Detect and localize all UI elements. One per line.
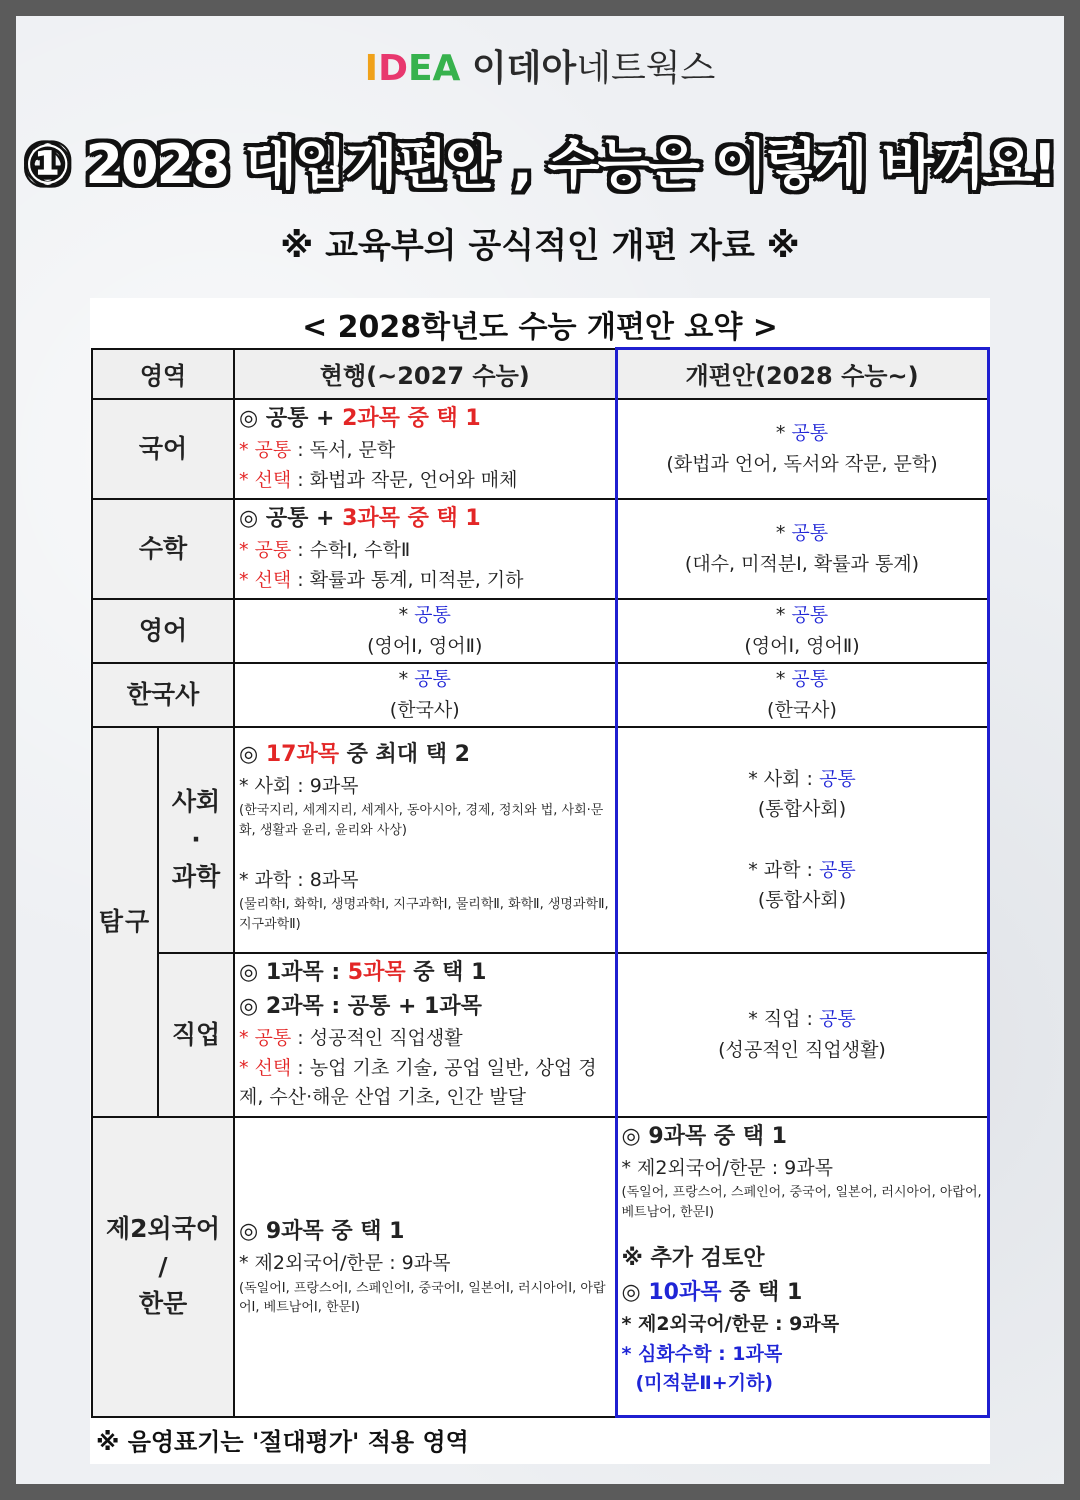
english-current: [234, 599, 616, 663]
brand-name-bold: 이데아: [471, 48, 577, 89]
foreign-new-list: (독일어, 프랑스어, 스페인어, 중국어, 일본어, 러시아어, 아랍어, 베트남어, 한문Ⅰ): [621, 1185, 982, 1220]
korean-current-lead: ◎ 공통 + 2과목 중 택 1: [239, 406, 481, 432]
new-science-label: * 과학 : 공통: [748, 858, 856, 881]
social-science-current-lead: ◎ 17과목 중 최대 택 2: [239, 741, 470, 767]
english-new-label: * 공통: [775, 604, 829, 627]
header-new: 개편안(2028 수능~): [616, 349, 988, 399]
history-current-label: * 공통: [398, 668, 451, 691]
math-current-lead: ◎ 공통 + 3과목 중 택 1: [239, 506, 481, 532]
absolute-evaluation-footnote: ※ 음영표기는 '절대평가' 적용 영역: [96, 1428, 469, 1456]
history-current: [234, 663, 616, 727]
area-english: 영어: [92, 599, 234, 663]
korean-new: [616, 399, 988, 499]
brand-logo: [0, 40, 1080, 91]
vocational-new: [616, 953, 988, 1117]
header-area: 영역: [92, 349, 234, 399]
vocational-line4: * 선택 : 농업 기초 기술, 공업 일반, 상업 경제, 수산·해운 산업 기초, 인간 발달: [239, 1056, 597, 1109]
foreign-current: [234, 1117, 616, 1417]
history-new-label: * 공통: [775, 668, 829, 691]
extra-review-title: ※ 추가 검토안: [621, 1246, 765, 1272]
history-new: [616, 663, 988, 727]
vocational-line2: ◎ 2과목 : 공통 + 1과목: [239, 994, 482, 1020]
social-subject-list: (한국지리, 세계지리, 세계사, 동아시아, 경제, 정치와 법, 사회·문화, 생활과 윤리, 윤리와 사상): [239, 803, 604, 838]
science-subject-list: (물리학Ⅰ, 화학Ⅰ, 생명과학Ⅰ, 지구과학Ⅰ, 물리학Ⅱ, 화학Ⅱ, 생명과학Ⅱ, 지구과학Ⅱ): [239, 897, 609, 932]
area-korean-history: 한국사: [92, 663, 234, 727]
extra-review-line1: * 제2외국어/한문 : 9과목: [621, 1313, 840, 1336]
area-foreign-language: 제2외국어 / 한문: [92, 1117, 234, 1417]
social-science-current: [234, 727, 616, 953]
foreign-new: [616, 1117, 988, 1417]
vocational-line1: ◎ 1과목 : 5과목 중 택 1: [239, 960, 487, 986]
english-current-detail: (영어Ⅰ, 영어Ⅱ): [367, 634, 483, 657]
history-new-detail: (한국사): [767, 698, 837, 721]
social-count: * 사회 : 9과목: [239, 774, 359, 797]
math-new-detail: (대수, 미적분Ⅰ, 확률과 통계): [684, 552, 920, 575]
math-new-label: * 공통: [775, 522, 829, 545]
extra-review-line3: (미적분Ⅱ+기하): [635, 1372, 774, 1395]
korean-new-label: * 공통: [775, 422, 829, 445]
korean-new-detail: (화법과 언어, 독서와 작문, 문학): [666, 452, 938, 475]
science-count: * 과학 : 8과목: [239, 869, 359, 892]
area-korean: 국어: [92, 399, 234, 499]
math-current-elective: * 선택 : 확률과 통계, 미적분, 기하: [239, 568, 524, 591]
korean-current-common: * 공통 : 독서, 문학: [239, 439, 396, 462]
summary-table: [91, 347, 990, 1418]
area-math: 수학: [92, 499, 234, 599]
table-title: < 2028학년도 수능 개편안 요약 >: [302, 310, 778, 345]
brand-name-light: 네트웍스: [576, 48, 716, 89]
new-social-label: * 사회 : 공통: [748, 767, 856, 790]
vocational-line3: * 공통 : 성공적인 직업생활: [239, 1027, 463, 1050]
foreign-current-count: * 제2외국어/한문 : 9과목: [239, 1252, 451, 1275]
english-current-label: * 공통: [398, 604, 451, 627]
foreign-new-lead: ◎ 9과목 중 택 1: [621, 1123, 787, 1149]
extra-review-line2: * 심화수학 : 1과목: [621, 1342, 783, 1365]
korean-current-elective: * 선택 : 화법과 작문, 언어와 매체: [239, 468, 518, 491]
korean-current: [234, 399, 616, 499]
vocational-new-label: * 직업 : 공통: [748, 1008, 856, 1031]
extra-review-lead: ◎ 10과목 중 택 1: [621, 1280, 803, 1306]
header-current: 현행(~2027 수능): [234, 349, 616, 399]
page-subtitle: ※ 교육부의 공식적인 개편 자료 ※: [280, 226, 800, 266]
vocational-new-detail: (성공적인 직업생활): [718, 1038, 886, 1061]
page-headline: ① 2028 대입개편안 , 수능은 이렇게 바껴요!: [24, 133, 1056, 196]
new-social-detail: (통합사회): [757, 798, 847, 821]
new-science-detail: (통합사회): [757, 888, 847, 911]
foreign-current-list: (독일어Ⅰ, 프랑스어Ⅰ, 스페인어Ⅰ, 중국어Ⅰ, 일본어Ⅰ, 러시아어Ⅰ, 아랍어Ⅰ, 베트남어Ⅰ, 한문Ⅰ): [239, 1280, 606, 1316]
area-inquiry: 탐구: [92, 727, 158, 1117]
social-science-new: [616, 727, 988, 953]
area-social-science: 사회 · 과학: [158, 727, 234, 953]
english-new: [616, 599, 988, 663]
english-new-detail: (영어Ⅰ, 영어Ⅱ): [744, 634, 860, 657]
math-new: [616, 499, 988, 599]
history-current-detail: (한국사): [389, 698, 460, 721]
idea-logo-mark: IDEA: [364, 48, 461, 89]
vocational-current: [234, 953, 616, 1117]
area-vocational: 직업: [158, 953, 234, 1117]
math-current-common: * 공통 : 수학Ⅰ, 수학Ⅱ: [239, 539, 411, 562]
foreign-current-lead: ◎ 9과목 중 택 1: [239, 1219, 405, 1245]
math-current: [234, 499, 616, 599]
foreign-new-count: * 제2외국어/한문 : 9과목: [621, 1156, 833, 1179]
